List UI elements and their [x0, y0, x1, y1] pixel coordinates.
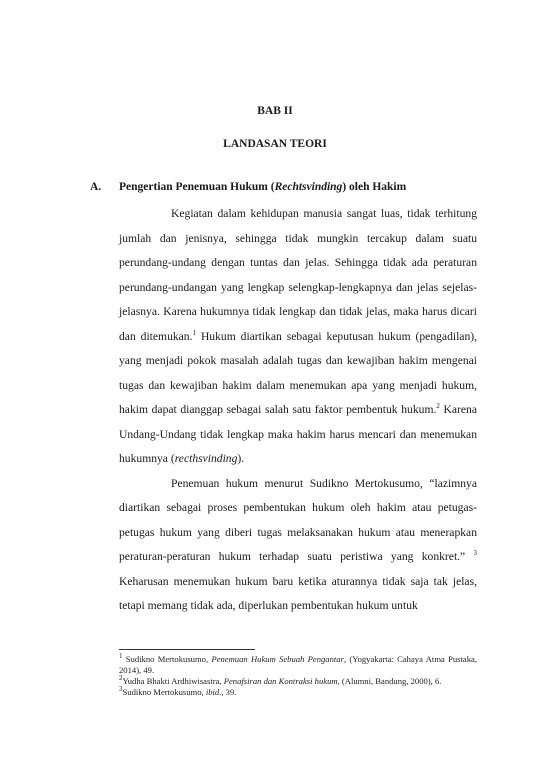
- footnote-divider: [119, 649, 255, 650]
- footnote-3-number: 3: [119, 685, 123, 694]
- section-title-italic: Rechtsvinding: [274, 181, 343, 193]
- footnote-ref-2[interactable]: 2: [436, 402, 440, 411]
- body-text: [119, 202, 477, 619]
- paragraph-1: [119, 202, 477, 472]
- footnote-3: [119, 687, 477, 698]
- footnote-3-title: ibid: [205, 687, 220, 697]
- footnote-1-rest: , (Yogyakarta: Cahaya Atma Pustaka, 2014), 49.: [119, 654, 477, 675]
- paragraph-1-text-d: ).: [237, 452, 245, 465]
- footnote-1-number: 1: [119, 652, 123, 661]
- footnote-3-rest: ., 39.: [219, 687, 237, 697]
- footnote-2-number: 2: [119, 674, 123, 683]
- chapter-number: BAB II: [257, 105, 293, 117]
- footnote-1-author: Sudikno Mertokusumo,: [122, 654, 212, 664]
- section-title-part: Pengertian Penemuan Hukum (: [119, 181, 275, 193]
- section-letter: A.: [90, 181, 102, 193]
- footnote-2: [119, 676, 477, 687]
- paragraph-2-text-b: Keharusan menemukan hukum baru ketika aturannya tidak saja tak jelas, tetapi memang tidak ada, diperlukan pembentukan hukum untuk: [119, 574, 477, 612]
- paragraph-1-text-c: Karena Undang-Undang tidak lengkap maka hakim harus mencari dan menemukan hukumnya (: [119, 403, 477, 465]
- paragraph-2: [119, 472, 477, 619]
- section-heading: [90, 181, 470, 193]
- paragraph-2-text-a: Penemuan hukum menurut Sudikno Mertokusumo, “lazimnya diartikan sebagai proses pembentukan hukum oleh hakim atau petugas-petugas hukum yang diberi tugas melaksanakan hukum atau menerapkan peraturan-peraturan hukum terhadap suatu peristiwa yang konkret.”: [119, 476, 477, 563]
- paragraph-1-text-a: Kegiatan dalam kehidupan manusia sangat luas, tidak terhitung jumlah dan jenisnya, sehingga tidak mungkin tercakup dalam suatu perundang-undang dengan tuntas dan jelas. Sehingga tidak ada peraturan perundang-undangan yang lengkap selengkap-lengkapnya dan jelas sejelas-jelasnya. Karena hukumnya tidak lengkap dan tidak jelas, maka harus dicari dan ditemukan.: [119, 207, 477, 343]
- footnote-ref-3[interactable]: 3: [473, 549, 477, 558]
- chapter-title: LANDASAN TEORI: [223, 138, 327, 150]
- paragraph-1-text-b: Hukum diartikan sebagai keputusan hukum (pengadilan), yang menjadi pokok masalah adalah tugas dan kewajiban hakim mengenai tugas dan kewajiban hakim dalam menemukan apa yang menjadi hukum, hakim dapat dianggap sebagai salah satu faktor pembentuk hukum.: [119, 329, 478, 416]
- footnotes: [119, 654, 477, 698]
- footnote-2-author: Yudha Bhakti Ardhiwisastra,: [122, 676, 224, 686]
- footnote-2-rest: , (Alumni, Bandung, 2000), 6.: [337, 676, 442, 686]
- footnote-2-title: Penafsiran dan Kontraksi hukum: [223, 676, 338, 686]
- paragraph-1-italic-term: recthsvinding: [174, 452, 238, 465]
- footnote-1-title: Penemuan Hukum Sebuah Pengantar: [211, 654, 344, 664]
- footnote-ref-1[interactable]: 1: [192, 328, 197, 337]
- section-title-end: ) oleh Hakim: [342, 181, 407, 193]
- footnote-3-author: Sudikno Mertokusumo,: [122, 687, 206, 697]
- footnote-1: [119, 654, 477, 676]
